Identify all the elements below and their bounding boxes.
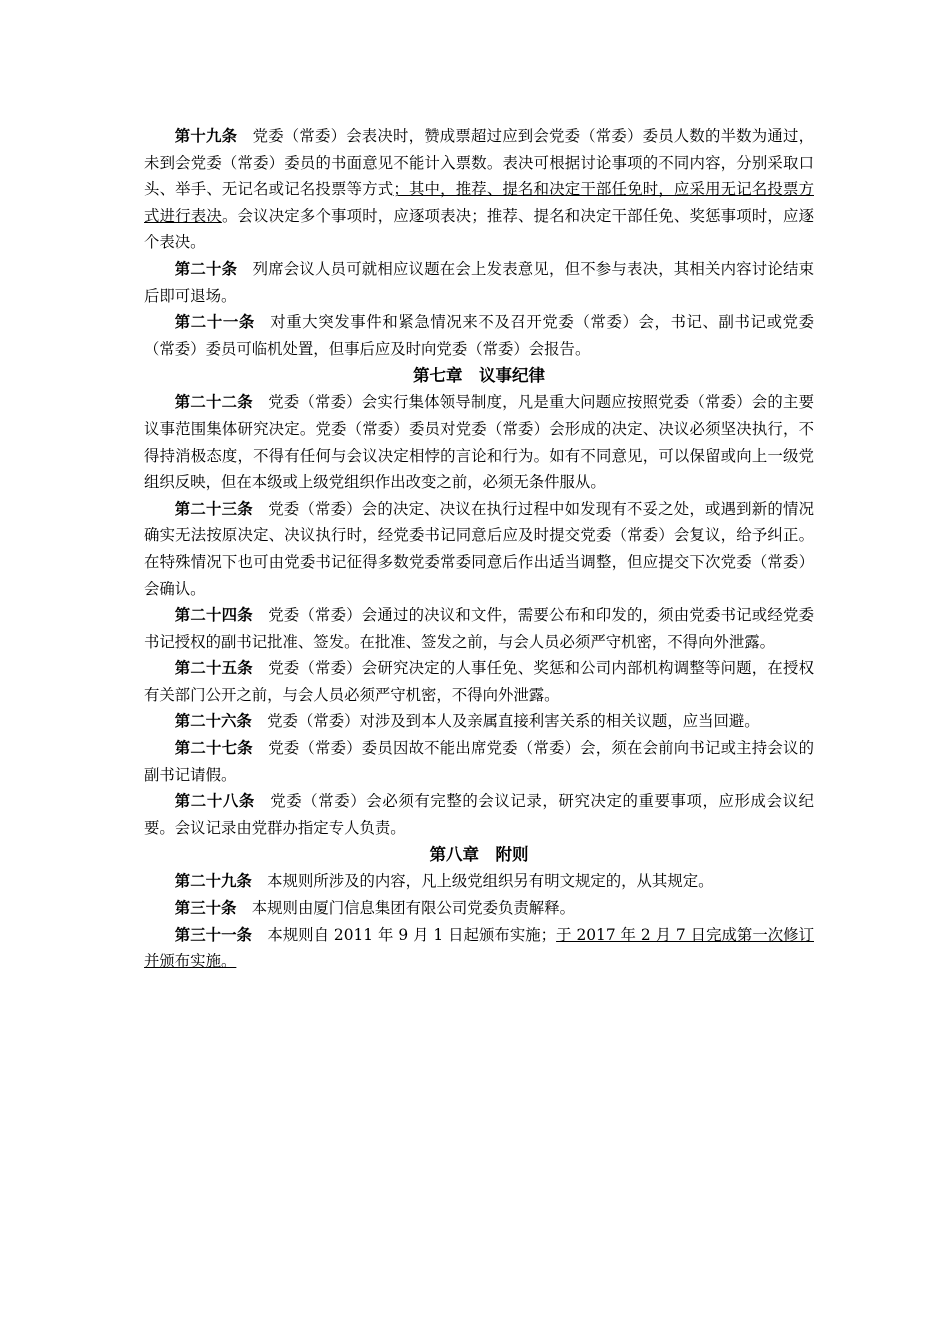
article-31 (144, 922, 814, 975)
article-22 (144, 389, 814, 495)
article-text: 本规则所涉及的内容，凡上级党组织另有明文规定的，从其规定。 (267, 872, 714, 891)
article-label: 第二十七条 (174, 739, 253, 758)
article-text: 党委（常委）会必须有完整的会议记录，研究决定的重要事项，应形成会议纪要。会议记录由党群办指定专人负责。 (144, 792, 814, 837)
article-20 (144, 256, 814, 309)
article-26 (144, 708, 814, 735)
article-27 (144, 735, 814, 788)
article-29 (144, 868, 814, 895)
article-label: 第三十一条 (174, 925, 252, 944)
article-label: 第二十五条 (174, 659, 253, 678)
article-19 (144, 123, 814, 256)
underlined-revision: ；其中，推荐、提名和决定干部任免时，应采用无记名投票方式进行表决 (144, 180, 814, 225)
article-text: 党委（常委）会通过的决议和文件，需要公布和印发的，须由党委书记或经党委书记授权的副书记批准、签发。在批准、签发之前，与会人员必须严守机密，不得向外泄露。 (144, 606, 814, 651)
article-21 (144, 309, 814, 362)
article-label: 第二十八条 (174, 792, 255, 811)
chapter-title: 议事纪律 (479, 366, 545, 386)
chapter-7-heading (144, 362, 814, 389)
article-text: 党委（常委）会研究决定的人事任免、奖惩和公司内部机构调整等问题，在授权有关部门公开之前，与会人员必须严守机密，不得向外泄露。 (144, 659, 814, 704)
article-text: 党委（常委）对涉及到本人及亲属直接利害关系的相关议题，应当回避。 (267, 712, 760, 731)
article-25 (144, 655, 814, 708)
article-28 (144, 788, 814, 841)
article-label: 第二十四条 (174, 606, 253, 625)
article-text: 党委（常委）会表决时，赞成票超过应到会党委（常委）委员人数的半数为通过，未到会党委（常委）委员的书面意见不能计入票数。表决可根据讨论事项的不同内容，分别采取口头、举手、无记名或记名投票等方式 (144, 127, 814, 199)
article-30 (144, 895, 814, 922)
article-text: 本规则自 2011 年 9 月 1 日起颁布实施； (267, 925, 557, 944)
chapter-number: 第七章 (413, 366, 463, 386)
article-23 (144, 496, 814, 602)
article-label: 第二十三条 (174, 499, 253, 518)
article-text: 党委（常委）委员因故不能出席党委（常委）会，须在会前向书记或主持会议的副书记请假。 (144, 739, 814, 784)
underlined-revision: 于 2017 年 2 月 7 日完成第一次修订并颁布实施。 (144, 925, 814, 971)
article-label: 第三十条 (174, 899, 237, 918)
article-text: 。会议决定多个事项时，应逐项表决；推荐、提名和决定干部任免、奖惩事项时，应逐个表决。 (144, 206, 814, 252)
article-label: 第二十一条 (174, 313, 255, 332)
chapter-title: 附则 (495, 845, 529, 865)
article-label: 第十九条 (174, 127, 238, 145)
article-text: 对重大突发事件和紧急情况来不及召开党委（常委）会，书记、副书记或党委（常委）委员可临机处置，但事后应及时向党委（常委）会报告。 (144, 313, 814, 358)
article-label: 第二十二条 (174, 393, 253, 412)
chapter-number: 第八章 (429, 845, 479, 865)
article-label: 第二十九条 (174, 872, 252, 891)
chapter-8-heading (144, 841, 814, 868)
article-24 (144, 602, 814, 655)
article-label: 第二十条 (174, 259, 238, 278)
article-text: 列席会议人员可就相应议题在会上发表意见，但不参与表决，其相关内容讨论结束后即可退场。 (144, 259, 814, 305)
article-text: 党委（常委）会的决定、决议在执行过程中如发现有不妥之处，或遇到新的情况确实无法按原决定、决议执行时，经党委书记同意后应及时提交党委（常委）会复议，给予纠正。在特殊情况下也可由党委书记征得多数党委常委同意后作出适当调整，但应提交下次党委（常委）会确认。 (144, 499, 814, 598)
document-body (144, 123, 814, 975)
article-label: 第二十六条 (174, 712, 252, 731)
article-text: 本规则由厦门信息集团有限公司党委负责解释。 (251, 899, 575, 918)
article-text: 党委（常委）会实行集体领导制度，凡是重大问题应按照党委（常委）会的主要议事范围集体研究决定。党委（常委）委员对党委（常委）会形成的决定、决议必须坚决执行，不得持消极态度，不得有任何与会议决定相悖的言论和行为。如有不同意见，可以保留或向上一级党组织反映，但在本级或上级党组织作出改变之前，必须无条件服从。 (144, 393, 814, 492)
